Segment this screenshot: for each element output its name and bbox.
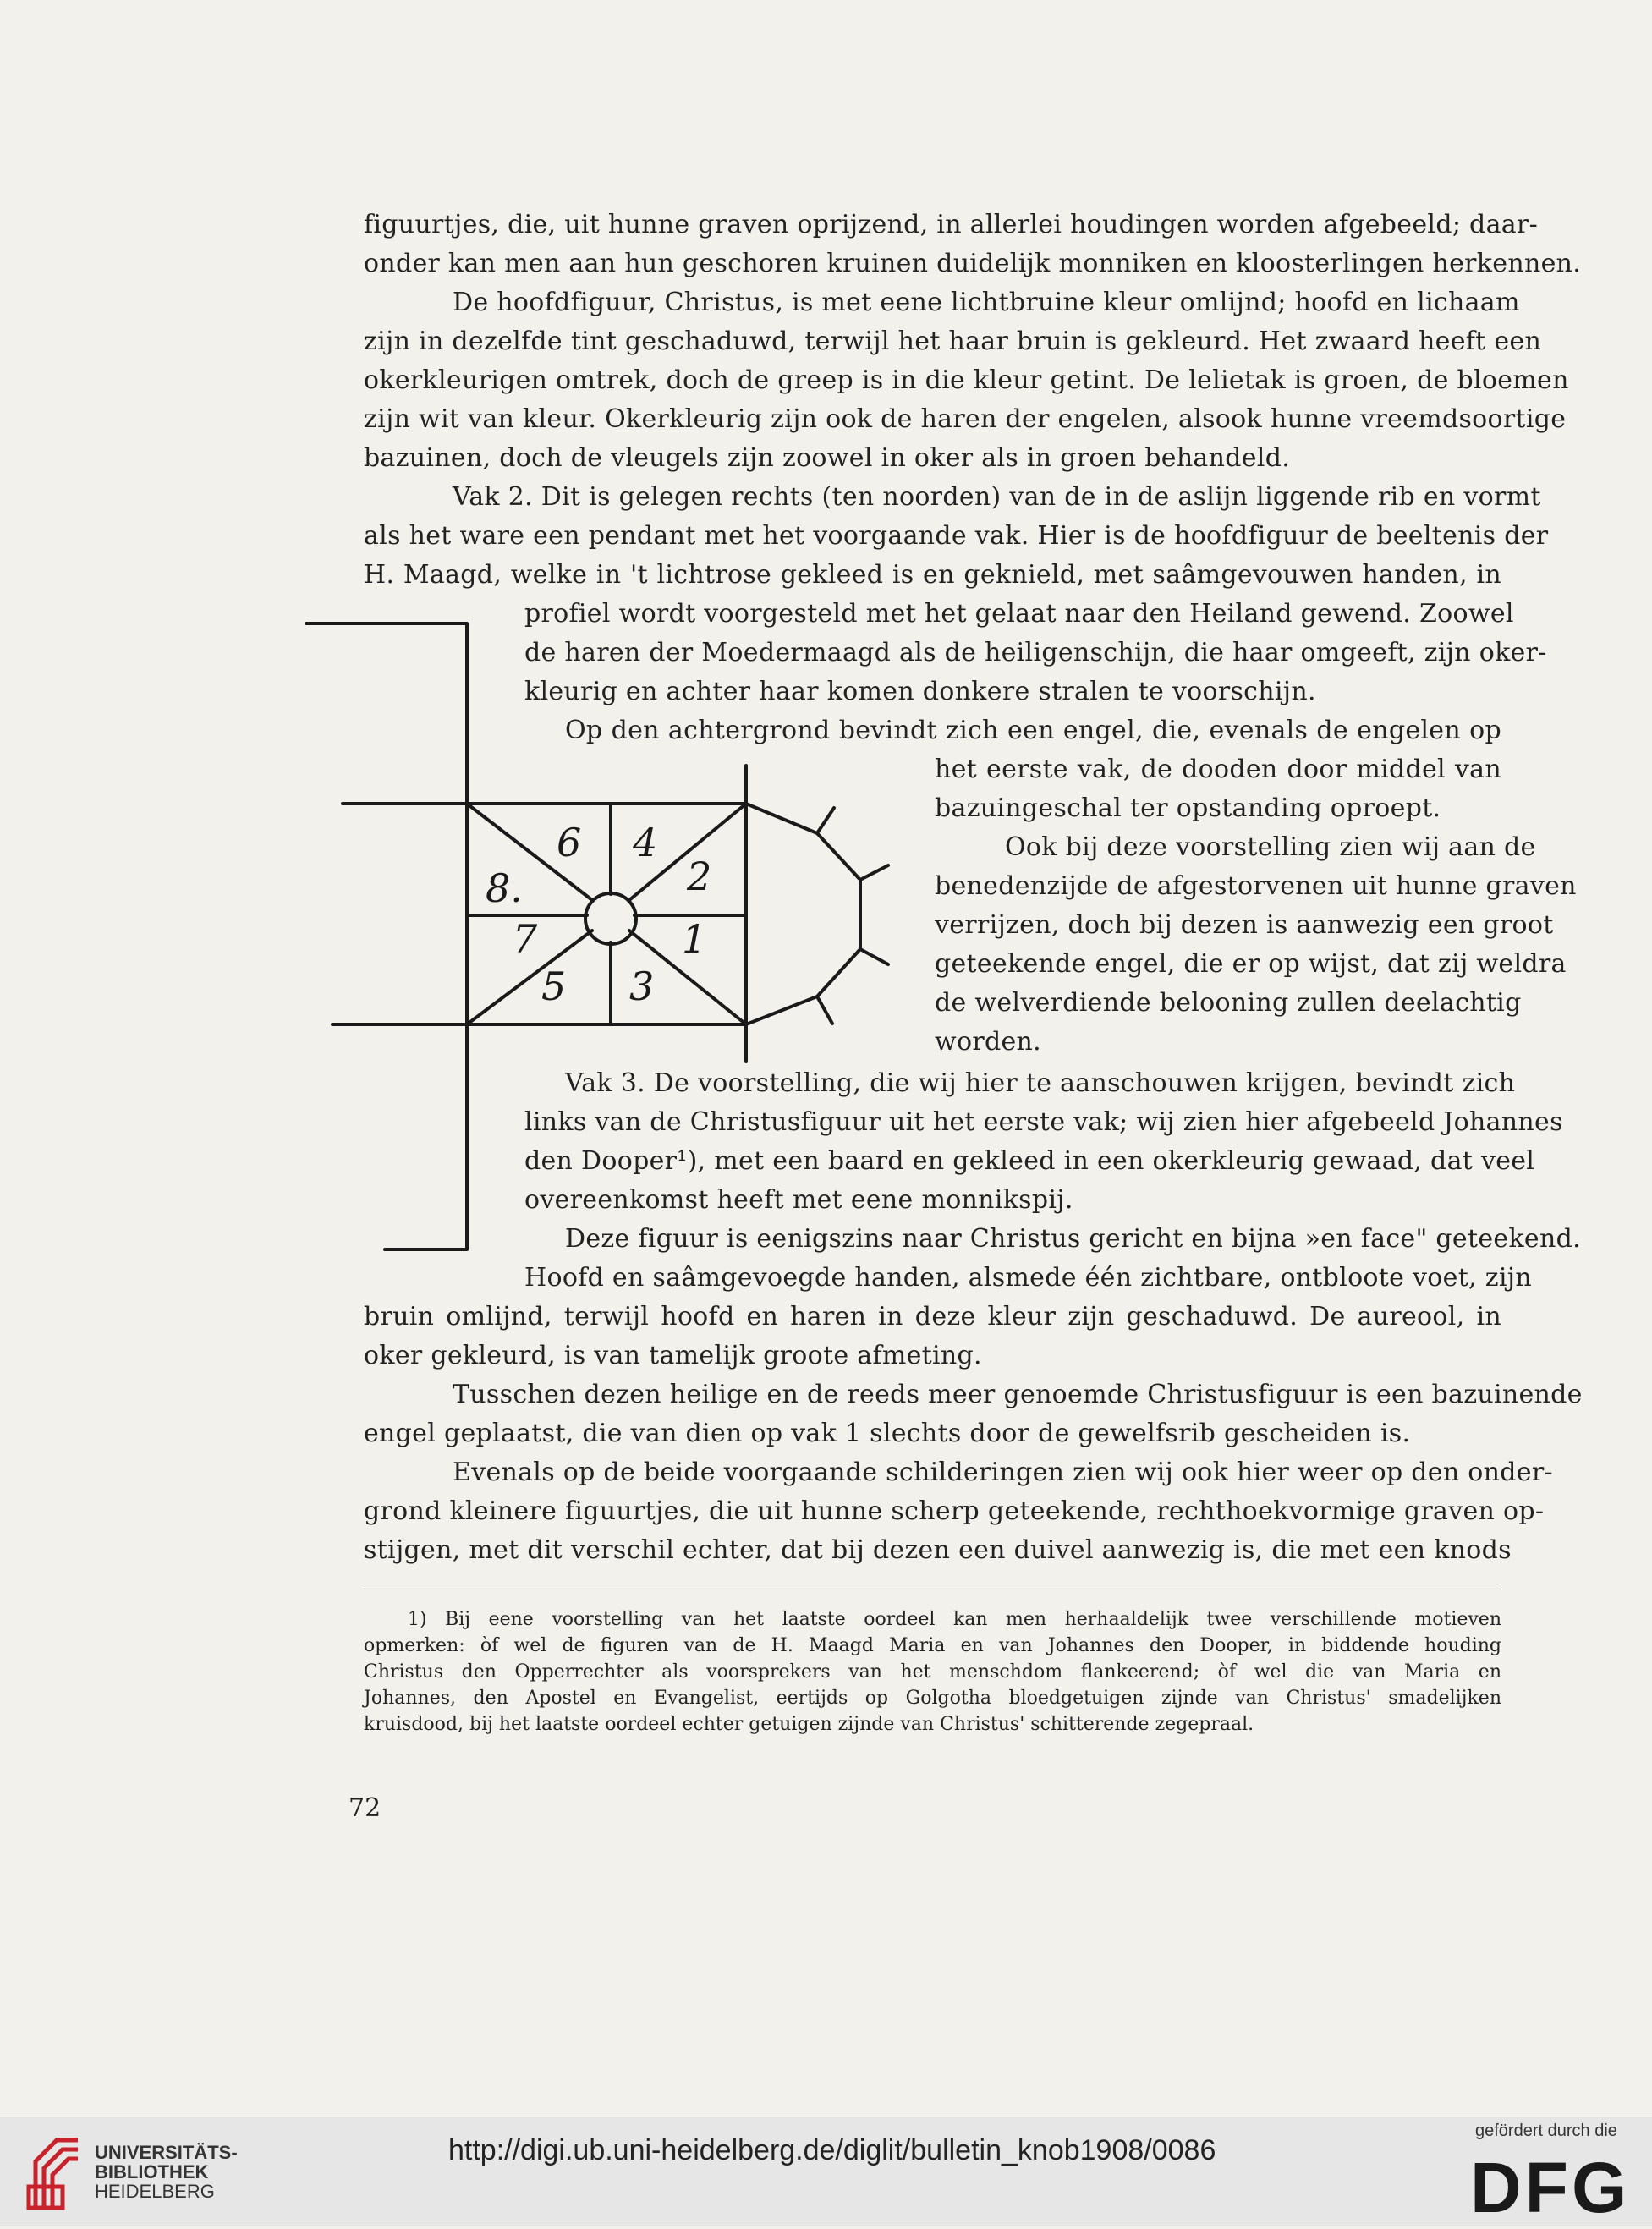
body-line: worden. [935,1027,1041,1057]
body-line: links van de Christusfiguur uit het eerste vak; wij zien hier afgebeeld Johannes [524,1107,1563,1137]
body-line: het eerste vak, de dooden door middel van [935,755,1501,784]
body-line: oker gekleurd, is van tamelijk groote afmeting. [364,1341,982,1370]
library-name-line: HEIDELBERG [95,2181,215,2202]
buttress-line [860,865,888,880]
body-line: benedenzijde de afgestorvenen uit hunne graven [935,871,1577,901]
library-name-line: BIBLIOTHEK [95,2161,209,2182]
funder-caption: gefördert durch die [1475,2122,1617,2140]
footnote-line: Johannes, den Apostel en Evangelist, eertijds op Golgotha bloedgetuigen zijnde van Christus' smadelijken [364,1688,1501,1709]
body-line: De hoofdfiguur, Christus, is met eene lichtbruine kleur omlijnd; hoofd en lichaam [453,288,1520,317]
body-line: bruin omlijnd, terwijl hoofd en haren in deze kleur zijn geschaduwd. De aureool, in [364,1302,1501,1331]
footnote-line: 1) Bij eene voorstelling van het laatste oordeel kan men herhaaldelijk twee verschillende motieven [408,1609,1501,1630]
body-line: overeenkomst heeft met eene monnikspij. [524,1185,1073,1215]
buttress-line [817,808,834,833]
body-line: grond kleinere figuurtjes, die uit hunne scherp geteekende, rechthoekvormige graven op- [364,1496,1545,1526]
body-line: stijgen, met dit verschil echter, dat bij dezen een duivel aanwezig is, die met een knods [364,1535,1512,1565]
body-line: engel geplaatst, die van dien op vak 1 slechts door de gewelfsrib gescheiden is. [364,1419,1411,1448]
body-line: den Dooper¹), met een baard en gekleed in een okerkleurig gewaad, dat veel [524,1146,1535,1176]
body-line: H. Maagd, welke in 't lichtrose gekleed is en geknield, met saâmgevouwen handen, in [364,560,1501,590]
body-line: geteekende engel, die er op wijst, dat zij weldra [935,949,1567,979]
body-line: zijn in dezelfde tint geschaduwd, terwijl het haar bruin is gekleurd. Het zwaard heeft een [364,327,1542,356]
body-line: verrijzen, doch bij dezen is aanwezig een groot [935,910,1554,940]
footnote-line: opmerken: òf wel de figuren van de H. Maagd Maria en van Johannes den Dooper, in biddende houding [364,1635,1501,1656]
vault-number: 7 [513,916,538,962]
body-line: Vak 3. De voorstelling, die wij hier te aanschouwen krijgen, bevindt zich [565,1068,1516,1098]
body-line: de haren der Moedermaagd als de heiligenschijn, die haar omgeeft, zijn oker- [524,638,1547,667]
central-boss [585,893,636,944]
buttress-line [817,996,832,1024]
body-line: okerkleurigen omtrek, doch de greep is in die kleur getint. De lelietak is groen, de bloemen [364,365,1569,395]
apse-outline [746,804,860,1024]
buttress-line [860,949,888,964]
vault-number: 3 [629,964,655,1009]
body-line: Hoofd en saâmgevoegde handen, alsmede één zichtbare, ontbloote voet, zijn [524,1263,1532,1293]
body-line: bazuingeschal ter opstanding oproept. [935,793,1441,823]
vault-number: 1 [682,916,707,962]
page-number: 72 [349,1793,381,1823]
university-library-logo-icon [19,2127,86,2212]
body-line: Vak 2. Dit is gelegen rechts (ten noorden) van de in de aslijn liggende rib en vormt [453,482,1541,512]
vault-number: 2 [687,854,712,899]
body-line: de welverdiende belooning zullen deelachtig [935,988,1522,1018]
body-line: zijn wit van kleur. Okerkleurig zijn ook de haren der engelen, alsook hunne vreemdsoortige [364,404,1567,434]
vault-number: 4 [633,820,658,865]
vault-number: 6 [557,820,582,865]
footnote-line: kruisdood, bij het laatste oordeel echter getuigen zijnde van Christus' schitterende zegepraal. [364,1714,1254,1735]
footnote-line: Christus den Opperrechter als voorsprekers van het menschdom flankeerend; òf wel die van Maria en [364,1661,1501,1683]
body-line: bazuinen, doch de vleugels zijn zoowel in oker als in groen behandeld. [364,443,1291,473]
body-line: kleurig en achter haar komen donkere stralen te voorschijn. [524,677,1316,706]
vault-number: 8. [486,865,523,911]
body-line: Op den achtergrond bevindt zich een engel, die, evenals de engelen op [565,716,1501,745]
vault-number: 5 [541,964,567,1009]
wall-line [306,623,467,1249]
body-line: figuurtjes, die, uit hunne graven oprijzend, in allerlei houdingen worden afgebeeld; daar- [364,210,1539,239]
dfg-logo: DFG [1470,2148,1631,2227]
body-line: als het ware een pendant met het voorgaande vak. Hier is de hoofdfiguur de beeltenis der [364,521,1549,551]
body-line: profiel wordt voorgesteld met het gelaat naar den Heiland gewend. Zoowel [524,599,1514,629]
body-line: Ook bij deze voorstelling zien wij aan de [1005,832,1536,862]
body-line: Deze figuur is eenigszins naar Christus gericht en bijna »en face" geteekend. [565,1224,1581,1254]
body-line: Tusschen dezen heilige en de reeds meer genoemde Christusfiguur is een bazuinende [453,1380,1583,1409]
body-line: Evenals op de beide voorgaande schilderingen zien wij ook hier weer op den onder- [453,1458,1553,1487]
permalink-url[interactable]: http://digi.ub.uni-heidelberg.de/diglit/bulletin_knob1908/0086 [448,2134,1216,2166]
library-name-line: UNIVERSITÄTS- [95,2142,238,2163]
body-line: onder kan men aan hun geschoren kruinen duidelijk monniken en kloosterlingen herkennen. [364,249,1582,278]
